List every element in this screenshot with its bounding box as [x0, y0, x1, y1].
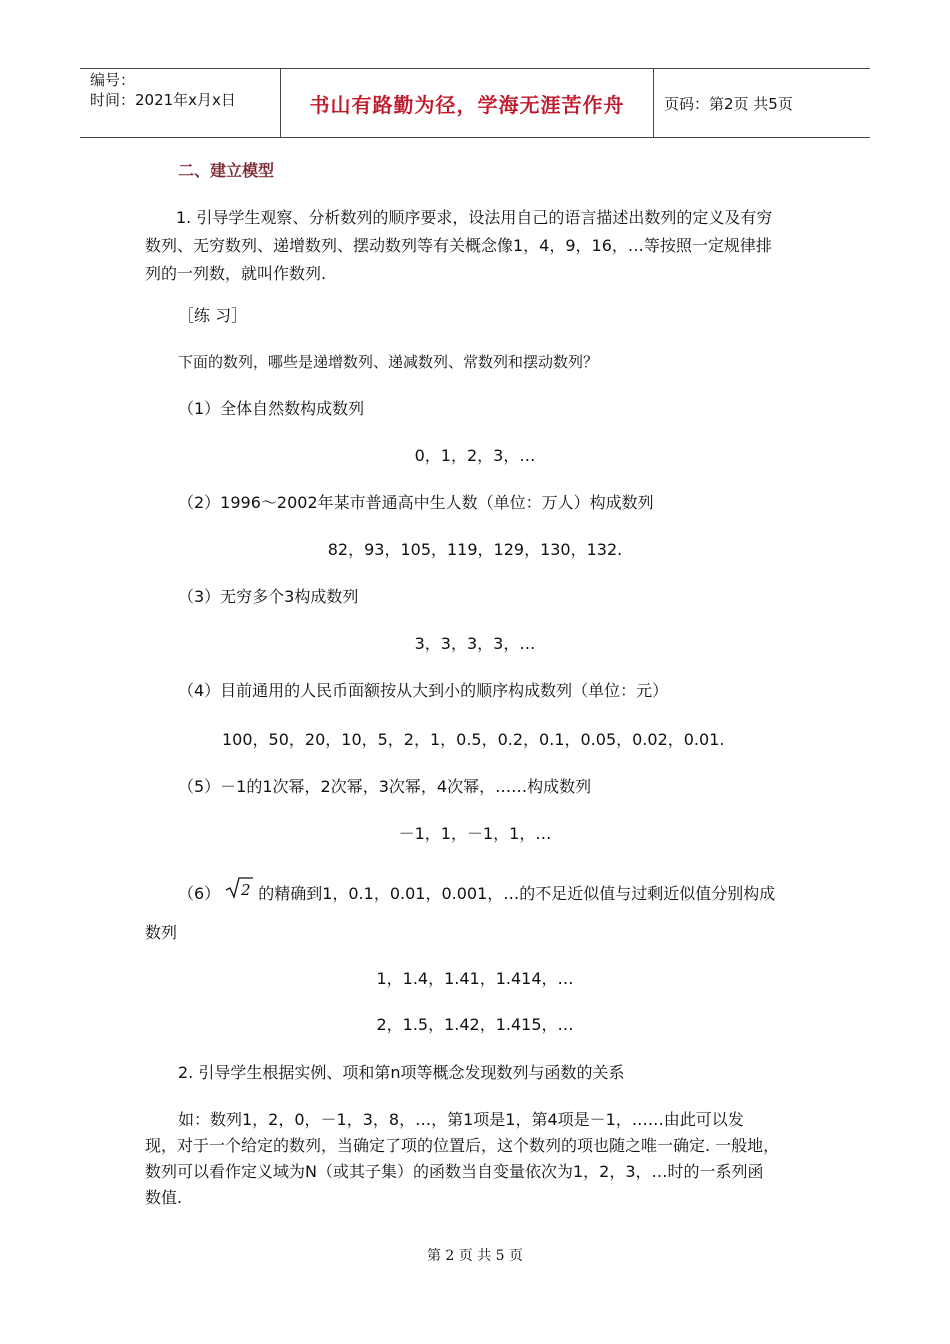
- item-1-label: （1）全体自然数构成数列: [178, 399, 365, 418]
- para1-line3: 列的一列数，就叫作数列.: [145, 264, 327, 283]
- item-6-sequence-1: 1，1.4，1.41，1.414，…: [376, 969, 574, 988]
- para3-line4: 数值.: [145, 1188, 183, 1207]
- para2: 2. 引导学生根据实例、项和第n项等概念发现数列与函数的关系: [178, 1063, 625, 1082]
- item-6-suffix: 的精确到1，0.1，0.01，0.001，…的不足近似值与过剩近似值分别构成: [258, 884, 776, 903]
- item-3-sequence: 3，3，3，3，…: [414, 634, 536, 653]
- para3-line3: 数列可以看作定义域为N（或其子集）的函数当自变量依次为1，2，3，…时的一系列函: [145, 1162, 764, 1181]
- item-2-sequence: 82，93，105，119，129，130，132.: [327, 540, 623, 559]
- exercise-title: ［练 习］: [178, 306, 248, 325]
- para1-line1: 1. 引导学生观察、分析数列的顺序要求，设法用自己的语言描述出数列的定义及有穷: [176, 208, 773, 227]
- header-page-cell: [654, 69, 870, 137]
- header-motto-cell: [280, 69, 654, 137]
- time-label: 时间：2021年x月x日: [90, 91, 236, 109]
- item-4-label: （4）目前通用的人民币面额按从大到小的顺序构成数列（单位：元）: [178, 681, 669, 700]
- section-title: 二、建立模型: [178, 161, 275, 180]
- item-6-prefix: （6）: [178, 884, 221, 903]
- motto: 书山有路勤为径，学海无涯苦作舟: [309, 93, 625, 117]
- para1-line2: 数列、无穷数列、递增数列、摆动数列等有关概念像1，4，9，16，…等按照一定规律排: [145, 236, 772, 255]
- item-3-label: （3）无穷多个3构成数列: [178, 587, 359, 606]
- item-5-label: （5）－1的1次幂，2次幂，3次幂，4次幂，……构成数列: [178, 777, 592, 796]
- header-info-cell: [80, 69, 280, 137]
- item-6-line2: 数列: [145, 923, 178, 942]
- question: 下面的数列，哪些是递增数列、递减数列、常数列和摆动数列？: [178, 353, 599, 371]
- item-4-sequence: 100，50，20，10，5，2，1，0.5，0.2，0.1，0.05，0.02，0.01.: [222, 730, 725, 749]
- item-6-sequence-2: 2，1.5，1.42，1.415，…: [376, 1015, 574, 1034]
- item-1-sequence: 0，1，2，3，…: [414, 446, 536, 465]
- number-label: 编号：: [90, 71, 136, 89]
- para3-line2: 现，对于一个给定的数列，当确定了项的位置后，这个数列的项也随之唯一确定. 一般地，: [145, 1136, 780, 1155]
- sqrt-symbol: [224, 875, 254, 909]
- page-label: 页码：第2页 共5页: [664, 95, 793, 113]
- sqrt-radicand: 2: [241, 881, 251, 899]
- item-2-label: （2）1996～2002年某市普通高中生人数（单位：万人）构成数列: [178, 493, 654, 512]
- item-5-sequence: －1，1，－1，1，…: [398, 824, 552, 843]
- para3-line1: 如：数列1，2，0，－1，3，8，…，第1项是1，第4项是－1，……由此可以发: [178, 1110, 744, 1129]
- page-footer: 第 2 页 共 5 页: [426, 1248, 524, 1264]
- page-header: [80, 68, 870, 138]
- item-6-line1: [178, 875, 775, 909]
